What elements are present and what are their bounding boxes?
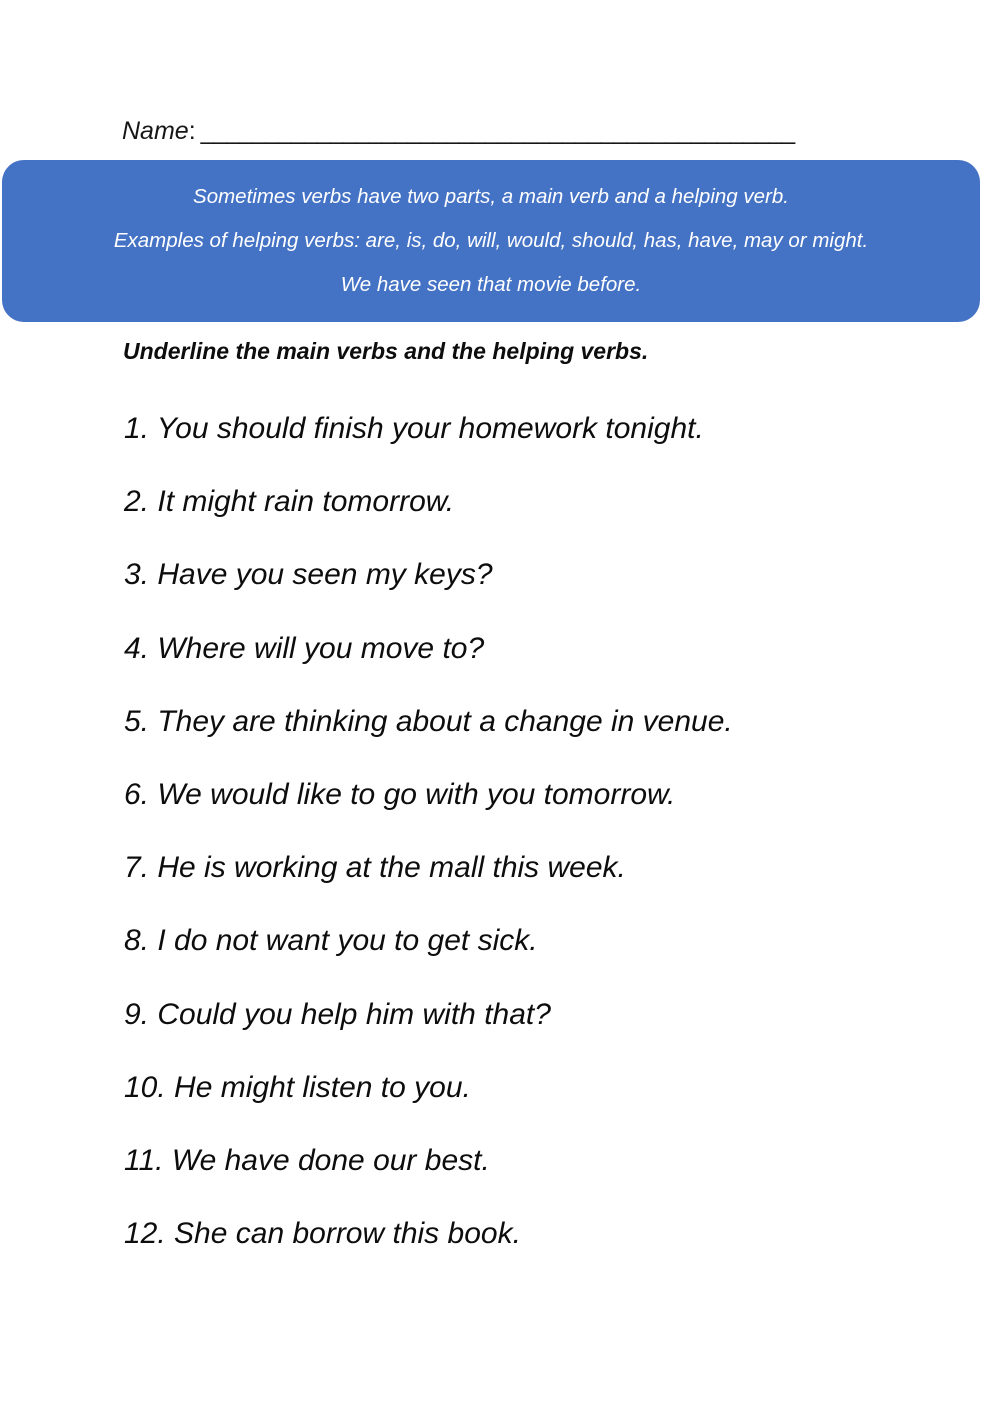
sentence-list bbox=[124, 392, 954, 1270]
instruction-banner bbox=[2, 160, 980, 322]
banner-line-2: Examples of helping verbs: are, is, do, will, would, should, has, have, may or might. bbox=[113, 229, 869, 252]
list-item: 1. You should finish your homework tonight. bbox=[124, 412, 704, 445]
list-item: 2. It might rain tomorrow. bbox=[124, 485, 455, 519]
list-item: 6. We would like to go with you tomorrow. bbox=[124, 778, 676, 812]
list-item: 4. Where will you move to? bbox=[124, 631, 485, 665]
list-item: 8. I do not want you to get sick. bbox=[124, 924, 538, 958]
list-item: 11. We have done our best. bbox=[124, 1144, 490, 1178]
banner-line-1: Sometimes verbs have two parts, a main verb and a helping verb. bbox=[193, 185, 789, 208]
list-item: 9. Could you help him with that? bbox=[124, 997, 551, 1031]
banner-line-3: We have seen that movie before. bbox=[340, 273, 642, 296]
name-field-row bbox=[122, 117, 794, 146]
list-item: 10. He might listen to you. bbox=[124, 1070, 471, 1104]
list-item: 7. He is working at the mall this week. bbox=[124, 851, 626, 885]
list-item: 12. She can borrow this book. bbox=[124, 1217, 521, 1251]
name-blank-line: : ______________________________________________ bbox=[188, 117, 795, 145]
name-label: Name bbox=[122, 117, 189, 145]
list-item: 3. Have you seen my keys? bbox=[124, 558, 493, 592]
directions-text: Underline the main verbs and the helping verbs. bbox=[123, 338, 649, 364]
list-item: 5. They are thinking about a change in venue. bbox=[124, 704, 733, 738]
